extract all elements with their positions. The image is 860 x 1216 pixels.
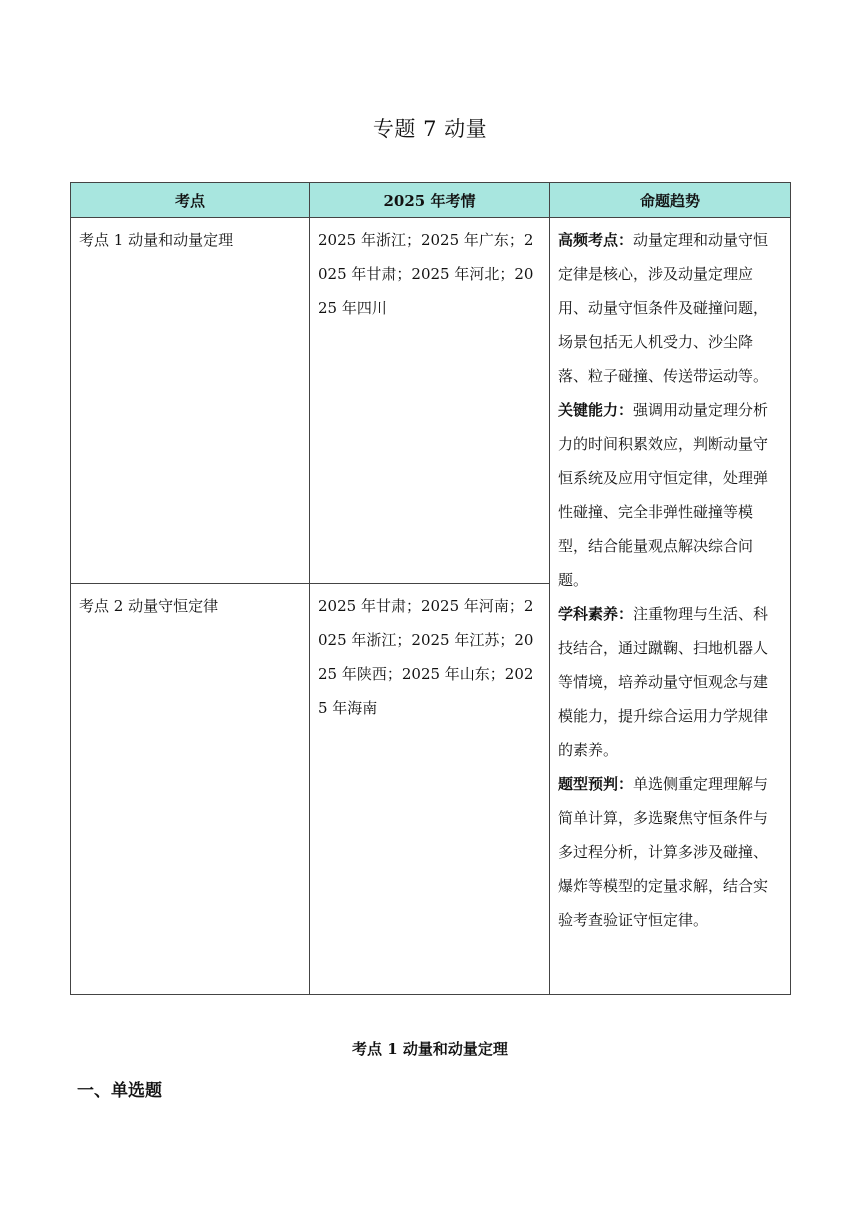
point-cell-2: 考点 2 动量守恒定律 <box>71 584 310 995</box>
subsection-heading: 一、单选题 <box>77 1081 162 1101</box>
header-exams: 2025 年考情 <box>310 183 550 218</box>
trends-cell <box>550 218 791 995</box>
table-header-row <box>71 183 791 218</box>
exams-cell-2: 2025 年甘肃；2025 年河南；2025 年浙江；2025 年江苏；2025 年陕西；2025 年山东；2025 年海南 <box>310 584 550 995</box>
trend-text: 动量定理和动量守恒定律是核心，涉及动量定理应用、动量守恒条件及碰撞问题，场景包括无人机受力、沙尘降落、粒子碰撞、传送带运动等。 <box>558 231 769 385</box>
topic-table <box>70 182 791 995</box>
trend-label: 关键能力： <box>558 401 634 419</box>
trend-text: 注重物理与生活、科技结合，通过蹴鞠、扫地机器人等情境，培养动量守恒观念与建模能力，提升综合运用力学规律的素养。 <box>558 605 769 759</box>
page-title: 专题 7 动量 <box>372 117 488 141</box>
trend-text: 强调用动量定理分析力的时间积累效应，判断动量守恒系统及应用守恒定律，处理弹性碰撞、完全非弹性碰撞等模型，结合能量观点解决综合问题。 <box>558 401 769 589</box>
point-cell-1: 考点 1 动量和动量定理 <box>71 218 310 584</box>
header-trends: 命题趋势 <box>550 183 791 218</box>
section-heading: 考点 1 动量和动量定理 <box>352 1040 508 1058</box>
trend-label: 学科素养： <box>558 605 634 623</box>
exams-cell-1: 2025 年浙江；2025 年广东；2025 年甘肃；2025 年河北；2025 年四川 <box>310 218 550 584</box>
trend-text: 单选侧重定理理解与简单计算，多选聚焦守恒条件与多过程分析，计算多涉及碰撞、爆炸等模型的定量求解，结合实验考查验证守恒定律。 <box>558 775 769 929</box>
trend-literacy <box>558 597 782 767</box>
trend-high-frequency <box>558 223 782 393</box>
trend-label: 题型预判： <box>558 775 634 793</box>
trend-question-forecast <box>558 767 782 937</box>
table-row <box>71 218 791 584</box>
trend-key-ability <box>558 393 782 597</box>
header-point: 考点 <box>71 183 310 218</box>
trend-label: 高频考点： <box>558 231 634 249</box>
